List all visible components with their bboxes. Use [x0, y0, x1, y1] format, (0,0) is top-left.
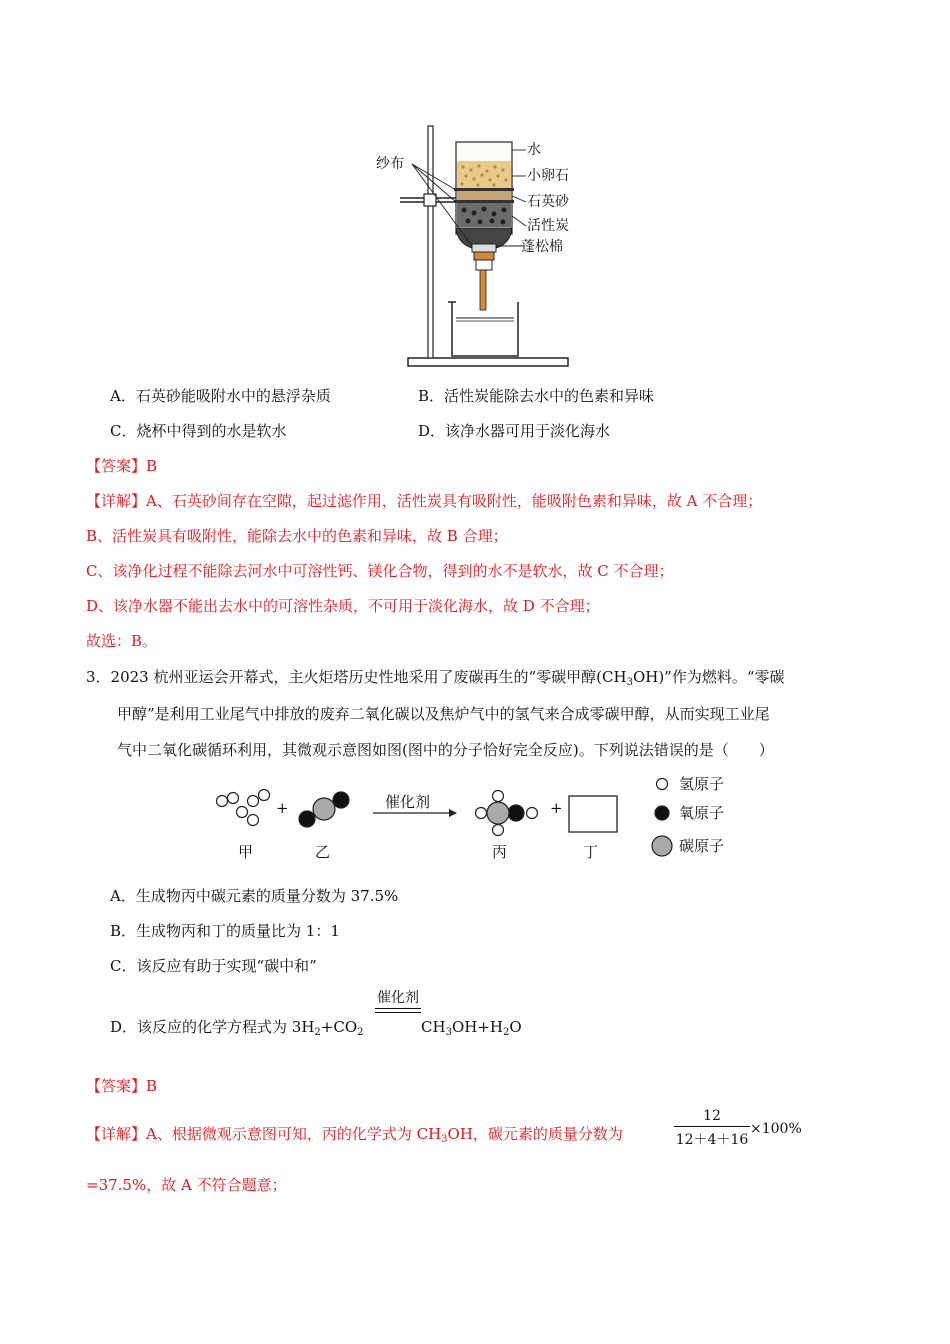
label-ding: 丁 — [583, 843, 599, 861]
q3-answer: 【答案】B — [86, 1077, 158, 1095]
label-cotton: 蓬松棉 — [521, 239, 563, 255]
molecule-yi — [299, 792, 349, 827]
q2-option-c: C．烧杯中得到的水是软水 — [110, 422, 287, 440]
label-jia: 甲 — [238, 843, 254, 861]
fraction-numerator: 12 — [703, 1108, 721, 1124]
q2-explain-line-1: 【详解】A、石英砂间存在空隙，起过滤作用，活性炭具有吸附性，能吸附色素和异味，故 A 不合理； — [86, 492, 763, 510]
q2-answer: 【答案】B — [86, 457, 158, 475]
q3-stem-line-1: 3．2023 杭州亚运会开幕式，主火炬塔历史性地采用了废碳再生的“零碳甲醇$(CH_3OH)$”作为燃料。“零碳 — [86, 668, 785, 688]
molecule-bing — [476, 791, 538, 836]
q3-stem-line-3: 气中二氧化碳循环利用，其微观示意图如图(图中的分子恰好完全反应)。下列说法错误的是（ ） — [117, 741, 774, 759]
q3-option-a: A．生成物丙中碳元素的质量分数为 37.5% — [110, 887, 399, 905]
mass-fraction — [674, 1108, 750, 1149]
q3-explain-line-2: =37.5%，故 A 不符合题意； — [86, 1176, 287, 1194]
molecule-jia — [217, 790, 270, 826]
label-water: 水 — [527, 142, 541, 158]
q3-explain-line-1: 【详解】A、根据微观示意图可知，丙的化学式为 $CH_3OH$，碳元素的质量分数为 — [86, 1125, 623, 1145]
plus-sign-2: + — [550, 799, 563, 817]
q2-explain-line-3: C、该净化过程不能除去河水中可溶性钙、镁化合物，得到的水不是软水，故 C 不合理； — [86, 562, 674, 580]
q3-option-b: B．生成物丙和丁的质量比为 1：1 — [110, 922, 340, 940]
legend-carbon: 碳原子 — [679, 837, 725, 855]
label-pebbles: 小卵石 — [527, 168, 569, 184]
q3-option-c: C．该反应有助于实现“碳中和” — [110, 957, 317, 975]
legend-hydrogen: 氢原子 — [679, 775, 725, 793]
times-hundred-percent: ×100% — [750, 1121, 802, 1137]
q2-explain-line-4: D、该净水器不能出去水中的可溶性杂质，不可用于淡化海水，故 D 不合理； — [86, 597, 600, 615]
legend-oxygen: 氧原子 — [679, 804, 725, 822]
q2-option-d: D．该净水器可用于淡化海水 — [418, 422, 611, 440]
plus-sign-1: + — [276, 799, 289, 817]
label-gauze: 纱布 — [376, 156, 404, 172]
label-bing: 丙 — [492, 843, 508, 861]
q3-option-d: D．该反应的化学方程式为 $3H_2+CO_2$ — [110, 1018, 364, 1038]
label-yi: 乙 — [315, 843, 331, 861]
label-activated-carbon: 活性炭 — [527, 218, 569, 234]
catalyst-label: 催化剂 — [385, 793, 431, 811]
q2-explain-line-2: B、活性炭具有吸附性，能除去水中的色素和异味，故 B 合理； — [86, 527, 508, 545]
equation-products: $CH_3OH+H_2O$ — [421, 1018, 522, 1038]
q2-option-a: A．石英砂能吸附水中的悬浮杂质 — [110, 387, 331, 405]
equation-condition: 催化剂 — [377, 990, 419, 1006]
q3-stem-line-2: 甲醇”是利用工业尾气中排放的废弃二氧化碳以及焦炉气中的氢气来合成零碳甲醇，从而实现工业尾 — [117, 705, 770, 723]
label-quartz-sand: 石英砂 — [527, 194, 569, 210]
fraction-denominator: 12＋4＋16 — [675, 1132, 749, 1148]
equation-double-line — [375, 1008, 421, 1013]
q2-option-b: B．活性炭能除去水中的色素和异味 — [418, 387, 655, 405]
q2-explain-line-5: 故选：B。 — [86, 632, 158, 650]
